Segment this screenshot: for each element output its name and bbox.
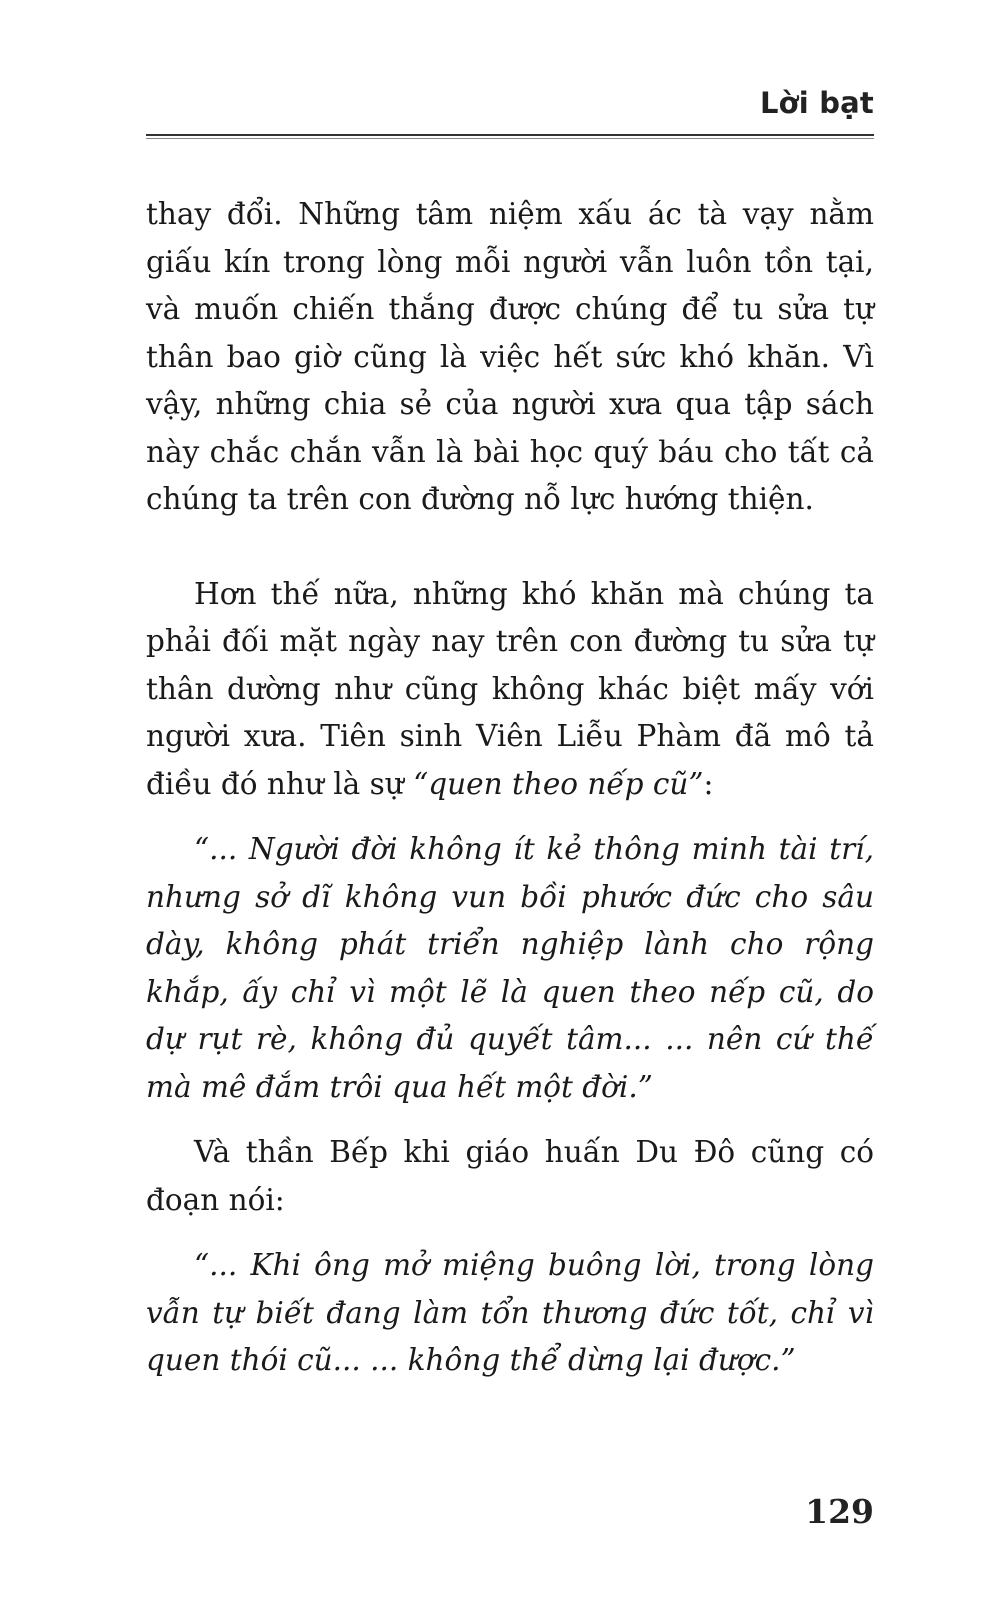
block-quote-2: “... Khi ông mở miệng buông lời, trong lòng vẫn tự biết đang làm tổn thương đức tốt, chỉ vì quen thói cũ... ... không thể dừng lại được.” (146, 1248, 874, 1377)
block-quote-1: “... Người đời không ít kẻ thông minh tài trí, nhưng sở dĩ không vun bồi phước đức cho sâu dày, không phát triển nghiệp lành cho rộng khắp, ấy chỉ vì một lẽ là quen theo nếp cũ, do dự rụt rè, không đủ quyết tâm... ... nên cứ thế mà mê đắm trôi qua hết một đời.” (146, 832, 874, 1104)
paragraph-2-end: : (703, 766, 714, 801)
header-rule (146, 134, 874, 139)
paragraph-2-emphasis: “quen theo nếp cũ” (413, 766, 704, 801)
paragraph-2-text: Hơn thế nữa, những khó khăn mà chúng ta phải đối mặt ngày nay trên con đường tu sửa tự thân dường như cũng không khác biệt mấy với người xưa. Tiên sinh Viên Liễu Phàm đã mô tả điều đó như là sự (146, 576, 874, 801)
paragraph-3: Và thần Bếp khi giáo huấn Du Đô cũng có đoạn nói: (146, 1135, 874, 1217)
page-number: 129 (805, 1492, 874, 1531)
running-header: Lời bạt (759, 86, 874, 120)
book-page (146, 0, 874, 1600)
paragraph-continued: thay đổi. Những tâm niệm xấu ác tà vạy nằm giấu kín trong lòng mỗi người vẫn luôn tồn tại, và muốn chiến thắng được chúng để tu sửa tự thân bao giờ cũng là việc hết sức khó khăn. Vì vậy, những chia sẻ của người xưa qua tập sách này chắc chắn vẫn là bài học quý báu cho tất cả chúng ta trên con đường nỗ lực hướng thiện. (146, 197, 874, 516)
paragraph-2 (146, 571, 874, 809)
body-text (146, 191, 874, 1385)
